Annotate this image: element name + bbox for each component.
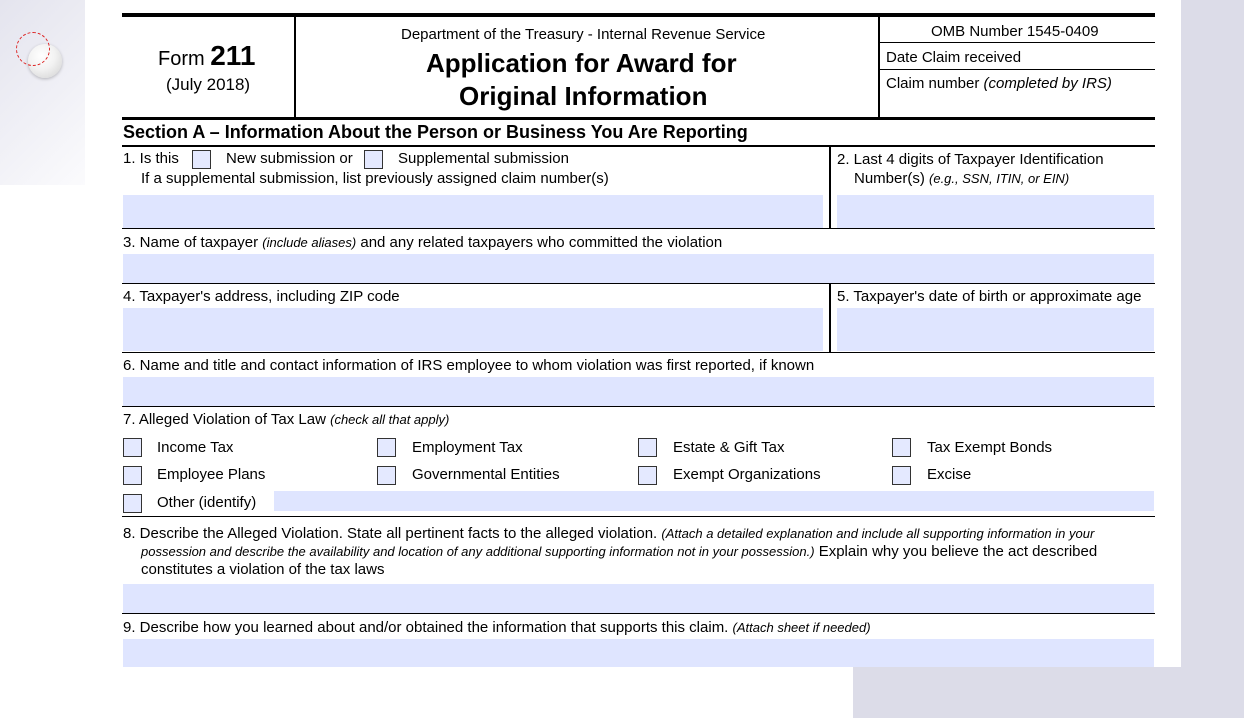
q8-text: 8. Describe the Alleged Violation. State all pertinent facts to the alleged violation. bbox=[123, 525, 658, 542]
section-a-title: Section A – Information About the Person or Business You Are Reporting bbox=[123, 122, 748, 142]
supplemental-submission-checkbox[interactable] bbox=[364, 150, 383, 169]
q7-note: (check all that apply) bbox=[330, 412, 450, 427]
date-claim-received-label: Date Claim received bbox=[886, 49, 1022, 66]
information-source-field[interactable] bbox=[123, 639, 1154, 667]
q3-label bbox=[123, 234, 722, 252]
q1-q2-divider bbox=[829, 146, 831, 229]
form-title-line1: Application for Award for bbox=[426, 48, 737, 78]
irs-employee-field[interactable] bbox=[123, 377, 1154, 406]
governmental-entities-label: Governmental Entities bbox=[412, 466, 560, 483]
claim-numbers-field[interactable] bbox=[123, 195, 823, 228]
new-submission-label: New submission or bbox=[226, 150, 353, 167]
date-received-rule bbox=[880, 69, 1155, 70]
q5-bottom-rule bbox=[122, 352, 1155, 353]
q8-note-b: possession and describe the availability and location of any additional supporting information not in your possession.) bbox=[141, 544, 815, 559]
form-id bbox=[158, 40, 256, 71]
exempt-organizations-label: Exempt Organizations bbox=[673, 466, 821, 483]
tax-exempt-bonds-checkbox[interactable] bbox=[892, 438, 911, 457]
exempt-organizations-checkbox[interactable] bbox=[638, 466, 657, 485]
q8-bottom-rule bbox=[122, 613, 1155, 614]
form-word: Form bbox=[158, 48, 205, 70]
q2-label-line2 bbox=[854, 170, 1069, 188]
taxpayer-address-field[interactable] bbox=[123, 308, 823, 351]
q8-line1 bbox=[123, 525, 1094, 543]
q5-label: 5. Taxpayer's date of birth or approximate age bbox=[837, 288, 1142, 305]
income-tax-checkbox[interactable] bbox=[123, 438, 142, 457]
employee-plans-checkbox[interactable] bbox=[123, 466, 142, 485]
taxpayer-name-field[interactable] bbox=[123, 254, 1154, 283]
q8-note-a: (Attach a detailed explanation and include all supporting information in your bbox=[661, 526, 1095, 541]
form-title-line2: Original Information bbox=[459, 81, 708, 111]
q9-label bbox=[123, 619, 871, 637]
focus-ring-icon bbox=[16, 32, 50, 66]
agency-name: Department of the Treasury - Internal Revenue Service bbox=[401, 26, 766, 43]
other-identify-checkbox[interactable] bbox=[123, 494, 142, 513]
omb-rule bbox=[880, 42, 1155, 43]
q7-prefix: 7. Alleged Violation of Tax Law bbox=[123, 411, 326, 428]
employment-tax-checkbox[interactable] bbox=[377, 438, 396, 457]
q4-q5-divider bbox=[829, 284, 831, 353]
other-identify-label: Other (identify) bbox=[157, 494, 257, 511]
income-tax-label: Income Tax bbox=[157, 439, 234, 456]
q1-label: 1. Is this bbox=[123, 150, 179, 167]
q3-prefix: 3. Name of taxpayer bbox=[123, 234, 259, 251]
tax-exempt-bonds-label: Tax Exempt Bonds bbox=[927, 439, 1053, 456]
estate-gift-tax-checkbox[interactable] bbox=[638, 438, 657, 457]
q2-note: (e.g., SSN, ITIN, or EIN) bbox=[929, 171, 1070, 186]
q2-line2-text: Number(s) bbox=[854, 170, 925, 187]
supplemental-submission-label: Supplemental submission bbox=[398, 150, 569, 167]
employment-tax-label: Employment Tax bbox=[412, 439, 523, 456]
q9-note: (Attach sheet if needed) bbox=[732, 620, 871, 635]
form-date: (July 2018) bbox=[166, 75, 251, 94]
q4-label: 4. Taxpayer's address, including ZIP code bbox=[123, 288, 400, 305]
claim-number-text: Claim number bbox=[886, 75, 980, 92]
background-right bbox=[1181, 0, 1244, 718]
employee-plans-label: Employee Plans bbox=[157, 466, 266, 483]
q3-note: (include aliases) bbox=[262, 235, 357, 250]
header-divider-left bbox=[294, 17, 296, 118]
q3-suffix: and any related taxpayers who committed the violation bbox=[360, 234, 723, 251]
q8-line2 bbox=[141, 543, 1097, 561]
alleged-violation-field[interactable] bbox=[123, 584, 1154, 613]
form-number: 211 bbox=[210, 40, 256, 71]
new-submission-checkbox[interactable] bbox=[192, 150, 211, 169]
estate-gift-tax-label: Estate & Gift Tax bbox=[673, 439, 785, 456]
q9-text: 9. Describe how you learned about and/or obtained the information that supports this claim. bbox=[123, 619, 729, 636]
q7-label bbox=[123, 411, 449, 429]
q7-bottom-rule bbox=[122, 516, 1155, 517]
q8-line3: constitutes a violation of the tax laws bbox=[141, 561, 385, 578]
header-bottom-rule bbox=[122, 117, 1155, 120]
q6-label: 6. Name and title and contact information of IRS employee to whom violation was first reported, if known bbox=[123, 357, 815, 374]
page-curl-corner bbox=[0, 0, 85, 185]
q8-cont: Explain why you believe the act described bbox=[818, 543, 1098, 560]
q1-subtext: If a supplemental submission, list previously assigned claim number(s) bbox=[141, 170, 609, 187]
q2-label: 2. Last 4 digits of Taxpayer Identification bbox=[837, 151, 1104, 168]
excise-label: Excise bbox=[927, 466, 972, 483]
governmental-entities-checkbox[interactable] bbox=[377, 466, 396, 485]
taxpayer-dob-field[interactable] bbox=[837, 308, 1154, 351]
other-identify-field[interactable] bbox=[274, 491, 1154, 511]
claim-number-note: (completed by IRS) bbox=[983, 75, 1112, 92]
header-top-rule bbox=[122, 13, 1155, 17]
background-bottom bbox=[853, 667, 1244, 718]
tin-last4-field[interactable] bbox=[837, 195, 1154, 228]
claim-number-label bbox=[886, 75, 1112, 93]
q3-bottom-rule bbox=[122, 283, 1155, 284]
omb-number: OMB Number 1545-0409 bbox=[931, 23, 1099, 40]
q6-bottom-rule bbox=[122, 406, 1155, 407]
excise-checkbox[interactable] bbox=[892, 466, 911, 485]
header-divider-right bbox=[878, 17, 880, 118]
section-a-rule bbox=[122, 145, 1155, 147]
q2-bottom-rule bbox=[122, 228, 1155, 229]
